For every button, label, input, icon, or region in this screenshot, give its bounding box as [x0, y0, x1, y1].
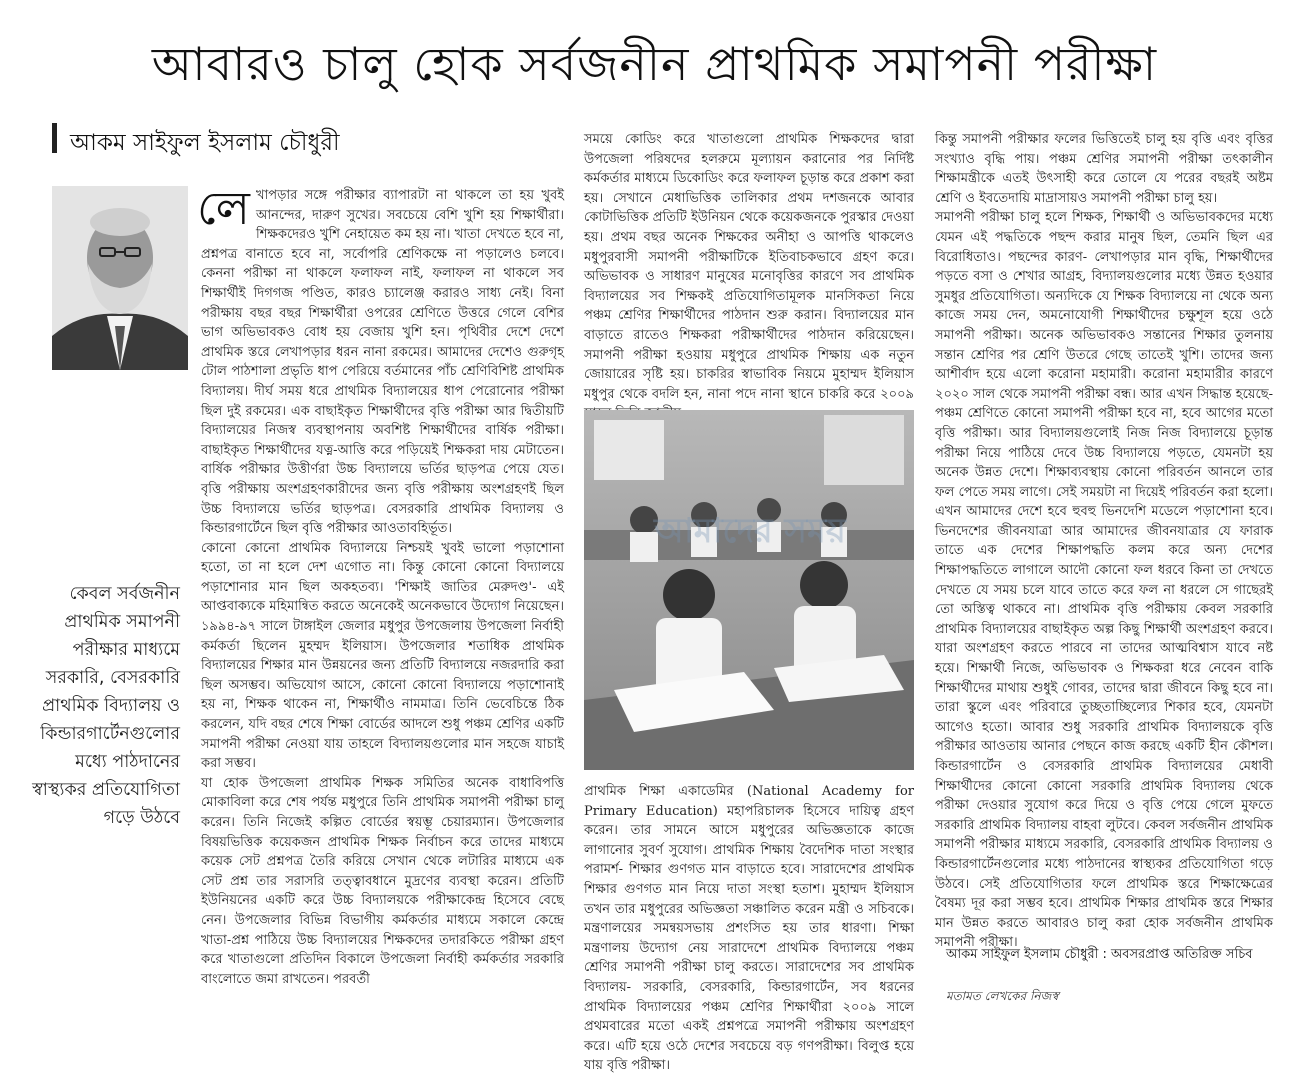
col1-paragraph-3: যা হোক উপজেলা প্রাথমিক শিক্ষক সমিতির অনেক বাধাবিপত্তি মোকাবিলা করে শেষ পর্যন্ত মধুপুরে তিনি প্রাথমিক সমাপনী পরীক্ষা চালু করেন। তিনি নিজেই কল্পিত বোর্ডের স্বয়ম্ভূ চেয়ারম্যান। উপজেলার বিষয়ভিত্তিক কয়েকজন প্রাথমিক শিক্ষক নির্বাচন করে তাদের মাধ্যমে কয়েক সেট প্রশ্নপত্র তৈরি করিয়ে সেখান থেকে লটারির মাধ্যমে এক সেট প্রশ্ন তার সরাসরি তত্ত্বাবধানে মুদ্রণের ব্যবস্থা করেন। প্রতিটি ইউনিয়নের একটি করে উচ্চ বিদ্যালয়কে পরীক্ষাকেন্দ্র হিসেবে বেছে নেন। উপজেলার বিভিন্ন বিভাগীয় কর্মকর্তার মাধ্যমে সকালে কেন্দ্রে খাতা-প্রশ্ন পাঠিয়ে উচ্চ বিদ্যালয়ের শিক্ষকদের তদারকিতে পরীক্ষা গ্রহণ করে খাতাগুলো প্রতিদিন বিকালে উপজেলা নির্বাহী কর্মকর্তার সরকারি বাংলোতে জমা রাখতেন। পরবর্তী [201, 775, 564, 987]
classroom-photo [584, 410, 914, 770]
headline: আবারও চালু হোক সর্বজনীন প্রাথমিক সমাপনী পরীক্ষা [151, 37, 1158, 91]
author-portrait-image [52, 186, 188, 370]
col1-paragraph-1: খাপড়ার সঙ্গে পরীক্ষার ব্যাপারটা না থাকলে তা হয় খুবই আনন্দের, দারুণ সুখের। সবচেয়ে বেশি খুশি হয় শিক্ষার্থীরা। শিক্ষকদেরও খুশি নেহায়েত কম হয় না। খাতা দেখতে হবে না, প্রশ্নপত্র বানাতে হবে না, সর্বোপরি শ্রেণিকক্ষে না পড়ালেও চলবে। কেননা পরীক্ষা না থাকলে ফলাফল নাই, ফলাফল না থাকলে সব শিক্ষার্থীই দিগগজ পণ্ডিত, কারও চ্যালেঞ্জ করারও সাধ্য নেই। বিনা পরীক্ষায় বছর বছর শিক্ষার্থীরা ওপরের শ্রেণিতে উত্তরে গেলে বেশির ভাগ অভিভাবকও বোধ হয় বেজায় খুশি হন। পৃথিবীর দেশে দেশে প্রাথমিক স্তরে লেখাপড়ার ধরন নানা রকমের। আমাদের দেশেও গুরুগৃহ টোল পাঠশালা প্রভৃতি ধাপ পেরিয়ে বর্তমানের পাঁচ শ্রেণিবিশিষ্ট প্রাথমিক বিদ্যালয়। দীর্ঘ সময় ধরে প্রাথমিক বিদ্যালয়ের ধাপ পেরোনোর পরীক্ষা ছিল দুই রকমের। এক বাছাইকৃত শিক্ষার্থীদের বৃত্তি পরীক্ষা আর দ্বিতীয়টি বিদ্যালয়ের নিজস্ব ব্যবস্থাপনায় অবশিষ্ট শিক্ষার্থীদের বার্ষিক পরীক্ষা। বাছাইকৃত শিক্ষার্থীদের যত্ন-আত্তি করে পড়িয়েই শিক্ষকরা দায় মেটাতেন। বার্ষিক পরীক্ষার উত্তীর্ণরা উচ্চ বিদ্যালয়ে ভর্তির ছাড়পত্র পেয়ে যেত। বৃত্তি পরীক্ষায় অংশগ্রহণকারীদের জন্য বৃত্তি পরীক্ষায় অংশগ্রহণই ছিল উচ্চ বিদ্যালয়ে ভর্তির ছাড়পত্র। বেসরকারি প্রাথমিক বিদ্যালয় ও কিন্ডারগার্টেনে ছিল বৃত্তি পরীক্ষার আওতাবহির্ভূত। [201, 188, 564, 537]
col3-paragraph-1: কিন্তু সমাপনী পরীক্ষার ফলের ভিত্তিতেই চালু হয় বৃত্তি এবং বৃত্তির সংখ্যাও বৃদ্ধি পায়। পঞ্চম শ্রেণির সমাপনী পরীক্ষা তৎকালীন শিক্ষামন্ত্রীকে এতই উৎসাহী করে তোলে যে পরের বছরই অষ্টম শ্রেণি ও ইবতেদায়ি মাদ্রাসায়ও সমাপনী পরীক্ষা চালু হয়। [935, 132, 1273, 206]
byline-bar [52, 123, 57, 153]
col3-paragraph-2: সমাপনী পরীক্ষা চালু হলে শিক্ষক, শিক্ষার্থী ও অভিভাবকদের মধ্যে যেমন এই পদ্ধতিকে পছন্দ করার মানুষ ছিল, তেমনি ছিল এর বিরোধিতাও। পছন্দের কারণ- লেখাপড়ার মান বৃদ্ধি, শিক্ষার্থীদের পড়তে বসা ও শেখার আগ্রহ, বিদ্যালয়গুলোর মধ্যে উন্নত হওয়ার সুমধুর প্রতিযোগিতা। অন্যদিকে যে শিক্ষক বিদ্যালয়ে না থেকে অন্য কাজে সময় দেন, অমনোযোগী শিক্ষার্থীদের চক্ষুশূল হয়ে ওঠে সমাপনী পরীক্ষা। অনেক অভিভাবকও সন্তানের শিক্ষার তুলনায় সন্তান শ্রেণির পর শ্রেণি উতরে গেছে তাতেই খুশি। তাদের জন্য আশীর্বাদ হয়ে এলো করোনা মহামারী। করোনা মহামারীর কারণে ২০২০ সাল থেকে সমাপনী পরীক্ষা বন্ধ। আর এখন সিদ্ধান্ত হয়েছে- পঞ্চম শ্রেণিতে কোনো সমাপনী পরীক্ষা হবে না, হবে আগের মতো বৃত্তি পরীক্ষা। আর বিদ্যালয়গুলোই নিজ নিজ বিদ্যালয়ে চূড়ান্ত পরীক্ষা নিয়ে পাঠিয়ে দেবে উচ্চ বিদ্যালয়ে পড়তে, যেমনটা হয় অনেক উন্নত দেশে। শিক্ষাব্যবস্থায় কোনো পরিবর্তন আনলে তার ফল পেতে সময় লাগে। সেই সময়টা না দিয়েই পরিবর্তন করা হলো। এখন আমাদের দেশে হবে হুবহু ভিনদেশি মডেলে পড়াশোনা হবে। ভিনদেশের জীবনযাত্রা আর আমাদের জীবনযাত্রার যে ফারাক তাতে এক দেশের শিক্ষাপদ্ধতি কলম করে অন্য দেশের শিক্ষাপদ্ধতিতে লাগালে আদৌ কোনো ফল ধরবে কিনা তা দেখতে দেখতে যে সময় চলে যাবে তাতে করে ফল না ধরলে সে গাছেরই তো অস্তিত্ব থাকবে না। প্রাথমিক বৃত্তি পরীক্ষায় কেবল সরকারি প্রাথমিক বিদ্যালয়ের বাছাইকৃত অল্প কিছু শিক্ষার্থী অংশগ্রহণ করবে। যারা অংশগ্রহণ করতে পারবে না তাদের আত্মবিশ্বাস যাবে নষ্ট হয়ে। শিক্ষার্থী নিজে, অভিভাবক ও শিক্ষকরা ধরে নেবেন বাকি শিক্ষার্থীদের মাথায় শুধুই গোবর, তাদের দ্বারা জীবনে কিছু হবে না। তারা স্কুলে এবং পরিবারে তুচ্ছতাচ্ছিল্যের শিকার হবে, যেমনটা আগেও হতো। আবার শুধু সরকারি প্রাথমিক বিদ্যালয়কে বৃত্তি পরীক্ষার আওতায় আনার পেছনে কাজ করছে একটি হীন কৌশল। কিন্ডারগার্টেন ও বেসরকারি প্রাথমিক বিদ্যালয়ের মেধাবী শিক্ষার্থীদের কোনো কোনো সরকারি প্রাথমিক বিদ্যালয় থেকে পরীক্ষা দেওয়ার সুযোগ করে দিয়ে ও বৃত্তি পেয়ে গেলে মুফতে সরকারি প্রাথমিক বিদ্যালয় বাহবা লুটবে। কেবল সর্বজনীন প্রাথমিক সমাপনী পরীক্ষার মাধ্যমে সরকারি, বেসরকারি প্রাথমিক বিদ্যালয় ও কিন্ডারগার্টেনগুলোর মধ্যে পাঠদানের স্বাস্থ্যকর প্রতিযোগিতা গড়ে উঠবে। সেই প্রতিযোগিতার ফলে প্রাথমিক স্তরে শিক্ষাক্ষেত্রের বৈষম্য দূর করা সম্ভব হবে। প্রাথমিক শিক্ষার প্রাথমিক স্তরে শিক্ষার মান উন্নত করতে আবারও চালু করা হোক সর্বজনীন প্রাথমিক সমাপনী পরীক্ষা। [935, 210, 1273, 951]
byline: আকম সাইফুল ইসলাম চৌধুরী [70, 130, 340, 156]
drop-cap: লে [197, 181, 250, 235]
classroom-image [584, 410, 914, 770]
article-column-2-top [584, 130, 914, 402]
article-column-1 [197, 181, 564, 1004]
opinion-disclaimer: মতামত লেখকের নিজস্ব [946, 989, 1059, 1003]
article-column-2-bottom [584, 782, 914, 1074]
article-column-3 [935, 130, 1273, 951]
col2-paragraph-1: সময়ে কোডিং করে খাতাগুলো প্রাথমিক শিক্ষকদের দ্বারা উপজেলা পরিষদের হলরুমে মূল্যায়ন করানোর পর নির্দিষ্ট কর্মকর্তার মাধ্যমে ডিকোডিং করে ফলাফল চূড়ান্ত করে প্রকাশ করা হয়। সেখানে মেধাভিত্তিক তালিকার প্রথম দশজনকে আবার কোটাভিত্তিক প্রতিটি ইউনিয়ন থেকে কয়েকজনকে পুরস্কার দেওয়া হয়। প্রথম বছর অনেক শিক্ষকের অনীহা ও আপত্তি থাকলেও মধুপুরবাসী সমাপনী পরীক্ষাটিকে ইতিবাচকভাবে গ্রহণ করে। অভিভাবক ও সাধারণ মানুষের মনোবৃত্তির কারণে সব প্রাথমিক বিদ্যালয়ের সব শিক্ষকই প্রতিযোগিতামূলক মানসিকতা নিয়ে পঞ্চম শ্রেণির শিক্ষার্থীদের পাঠদান শুরু করান। বিদ্যালয়ের মান বাড়াতে রাতেও শিক্ষকরা পরীক্ষার্থীদের পাঠদান করিয়েছেন। সমাপনী পরীক্ষা হওয়ায় মধুপুরে প্রাথমিক শিক্ষায় এক নতুন জোয়ারের সৃষ্টি হয়। চাকরির স্বাভাবিক নিয়মে মুহাম্মদ ইলিয়াস মধুপুর থেকে বদলি হন, নানা পদে নানা স্থানে চাকরি করে ২০০৯ [584, 132, 914, 402]
author-photo [52, 186, 188, 370]
col1-paragraph-2: কোনো কোনো প্রাথমিক বিদ্যালয়ে নিশ্চয়ই খুবই ভালো পড়াশোনা হতো, তা না হলে দেশ এগোত না। কিন্তু কোনো কোনো বিদ্যালয়ে পড়াশোনার মান ছিল অকহতব্য। 'শিক্ষাই জাতির মেরুদণ্ড'- এই আপ্তবাক্যকে মহিমান্বিত করতে অনেকেই অনেকভাবে উদ্যোগ নিয়েছেন। ১৯৯৪-৯৭ সালে টাঙ্গাইল জেলার মধুপুর উপজেলায় উপজেলা নির্বাহী কর্মকর্তা ছিলেন মুহম্মদ ইলিয়াস। উপজেলার শতাধিক প্রাথমিক বিদ্যালয়ের শিক্ষার মান উন্নয়নের জন্য প্রতিটি বিদ্যালয়ে নজরদারি করা ছিল অসম্ভব। অভিযোগ আসে, কোনো কোনো বিদ্যালয়ে পড়াশোনাই হয় না, শিক্ষক থাকেন না, শিক্ষার্থীও নামমাত্র। তিনি ভেবেচিন্তে ঠিক করলেন, যদি বছর শেষে শিক্ষা বোর্ডের আদলে শুধু পঞ্চম শ্রেণির একটি সমাপনী পরীক্ষা নেওয়া যায় তাহলে বিদ্যালয়গুলোর মান সহজে যাচাই করা সম্ভব। [201, 540, 564, 772]
pull-quote: কেবল সর্বজনীন প্রাথমিক সমাপনী পরীক্ষার মাধ্যমে সরকারি, বেসরকারি প্রাথমিক বিদ্যালয় ও কিন্ডারগার্টেনগুলোর মধ্যে পাঠদানের স্বাস্থ্যকর প্রতিযোগিতা গড়ে উঠবে [32, 584, 180, 828]
author-bio: আকম সাইফুল ইসলাম চৌধুরী : অবসরপ্রাপ্ত অতিরিক্ত সচিব [946, 947, 1253, 962]
col2-paragraph-2: প্রাথমিক শিক্ষা একাডেমির (National Academy for Primary Education) মহাপরিচালক হিসেবে দায়িত্ব গ্রহণ করেন। তার সামনে আসে মধুপুরের অভিজ্ঞতাকে কাজে লাগানোর সুবর্ণ সুযোগ। প্রাথমিক শিক্ষায় বৈদেশিক দাতা সংস্থার পরামর্শ- শিক্ষার গুণগত মান বাড়াতে হবে। সারাদেশের প্রাথমিক শিক্ষার গুণগত মান নিয়ে দাতা সংস্থা হতাশ। মুহাম্মদ ইলিয়াস তখন তার মধুপুরের অভিজ্ঞতা সঞ্চালিত করেন মন্ত্রী ও সচিবকে। মন্ত্রণালয়ের সমন্বয়সভায় প্রশংসিত হয় তার ধারণা। শিক্ষা মন্ত্রণালয় উদ্যোগ নেয় সারাদেশে প্রাথমিক বিদ্যালয়ে পঞ্চম শ্রেণির সমাপনী পরীক্ষা চালু করতে। সারাদেশের সব প্রাথমিক বিদ্যালয়- সরকারি, বেসরকারি, কিন্ডারগার্টেন, সব ধরনের প্রাথমিক বিদ্যালয়ের পঞ্চম শ্রেণির শিক্ষার্থীরা ২০০৯ সালে প্রথমবারের মতো একই প্রশ্নপত্রে সমাপনী পরীক্ষায় অংশগ্রহণ করে। এটি হয়ে ওঠে দেশের সবচেয়ে বড় গণপরীক্ষা। বিলুপ্ত হয়ে যায় বৃত্তি পরীক্ষা। [584, 784, 914, 1074]
watermark-text: আমাদের সময় [654, 511, 846, 551]
